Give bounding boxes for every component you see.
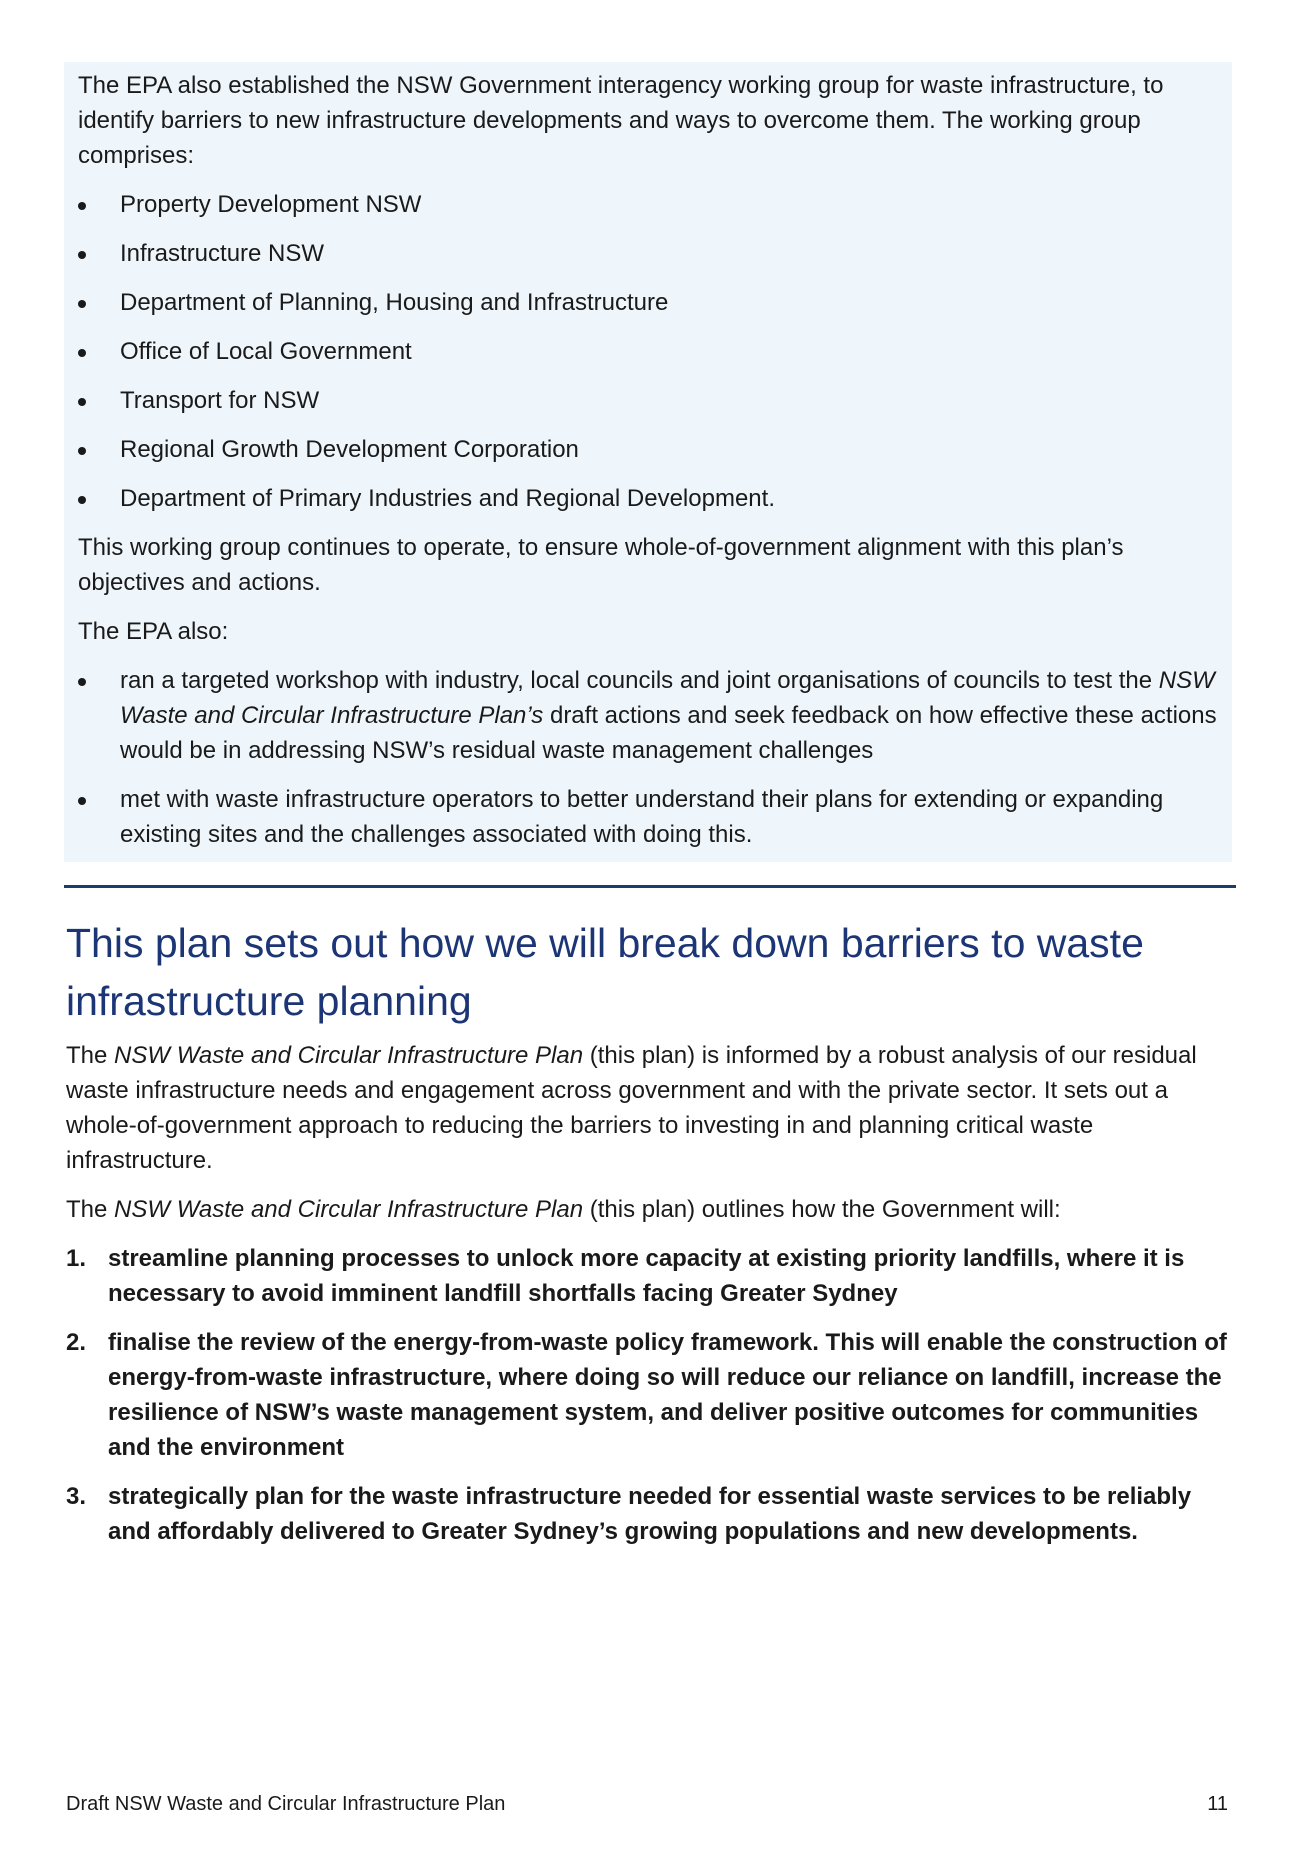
section-heading: This plan sets out how we will break down barriers to waste infrastructure planning	[66, 920, 1144, 1024]
action-item	[66, 1325, 1236, 1465]
callout-continues: This working group continues to operate, to ensure whole-of-government alignment with this plan’s objectives and actions.	[78, 534, 1124, 596]
list-item: Office of Local Government	[78, 334, 1218, 369]
bullet-icon	[78, 202, 86, 210]
action-text: strategically plan for the waste infrastructure needed for essential waste services to be reliably and affordably delivered to Greater Sydney’s growing populations and new developments.	[108, 1483, 1192, 1545]
list-item: Department of Planning, Housing and Infrastructure	[78, 285, 1218, 320]
epa-also-list	[78, 663, 1218, 852]
footer-title: Draft NSW Waste and Circular Infrastructure Plan	[66, 1793, 506, 1815]
bullet-icon	[78, 797, 86, 805]
page-number: 11	[1207, 1793, 1228, 1815]
bullet-icon	[78, 398, 86, 406]
list-item: Infrastructure NSW	[78, 236, 1218, 271]
action-text: finalise the review of the energy-from-waste policy framework. This will enable the construction of energy-from-waste infrastructure, where doing so will reduce our reliance on landfill, increase the resilience of NSW’s waste management system, and deliver positive outcomes for communities and the environment	[108, 1329, 1227, 1461]
section-paragraph: The NSW Waste and Circular Infrastructure Plan (this plan) is informed by a robust analysis of our residual waste infrastructure needs and engagement across government and with the private sector. It sets out a whole-of-government approach to reducing the barriers to investing in and planning critical waste infrastructure.	[66, 1042, 1197, 1174]
bullet-icon	[78, 251, 86, 259]
list-item: Regional Growth Development Corporation	[78, 432, 1218, 467]
list-item: met with waste infrastructure operators to better understand their plans for extending or expanding existing sites and the challenges associated with doing this.	[78, 782, 1218, 852]
callout-box	[64, 62, 1232, 862]
action-number: 2.	[66, 1329, 87, 1356]
callout-also-label: The EPA also:	[78, 618, 229, 645]
bullet-icon	[78, 349, 86, 357]
list-item: Department of Primary Industries and Regional Development.	[78, 481, 1218, 516]
section-body	[66, 1038, 1236, 1549]
bullet-icon	[78, 447, 86, 455]
bullet-icon	[78, 300, 86, 308]
bullet-icon	[78, 678, 86, 686]
working-group-list	[78, 187, 1218, 516]
action-number: 1.	[66, 1245, 87, 1272]
section-divider	[64, 885, 1236, 888]
action-item	[66, 1479, 1236, 1549]
action-text: streamline planning processes to unlock more capacity at existing priority landfills, where it is necessary to avoid imminent landfill shortfalls facing Greater Sydney	[108, 1245, 1185, 1307]
section-paragraph: The NSW Waste and Circular Infrastructure Plan (this plan) outlines how the Government will:	[66, 1196, 1061, 1223]
list-item: ran a targeted workshop with industry, local councils and joint organisations of councils to test the NSW Waste and Circular Infrastructure Plan’s draft actions and seek feedback on how effective these actions would be in addressing NSW’s residual waste management challenges	[78, 663, 1218, 768]
action-item	[66, 1241, 1236, 1311]
callout-intro: The EPA also established the NSW Government interagency working group for waste infrastructure, to identify barriers to new infrastructure developments and ways to overcome them. The working group comprises:	[78, 72, 1164, 169]
actions-list	[66, 1241, 1236, 1549]
list-item: Property Development NSW	[78, 187, 1218, 222]
list-item: Transport for NSW	[78, 383, 1218, 418]
action-number: 3.	[66, 1483, 87, 1510]
bullet-icon	[78, 496, 86, 504]
